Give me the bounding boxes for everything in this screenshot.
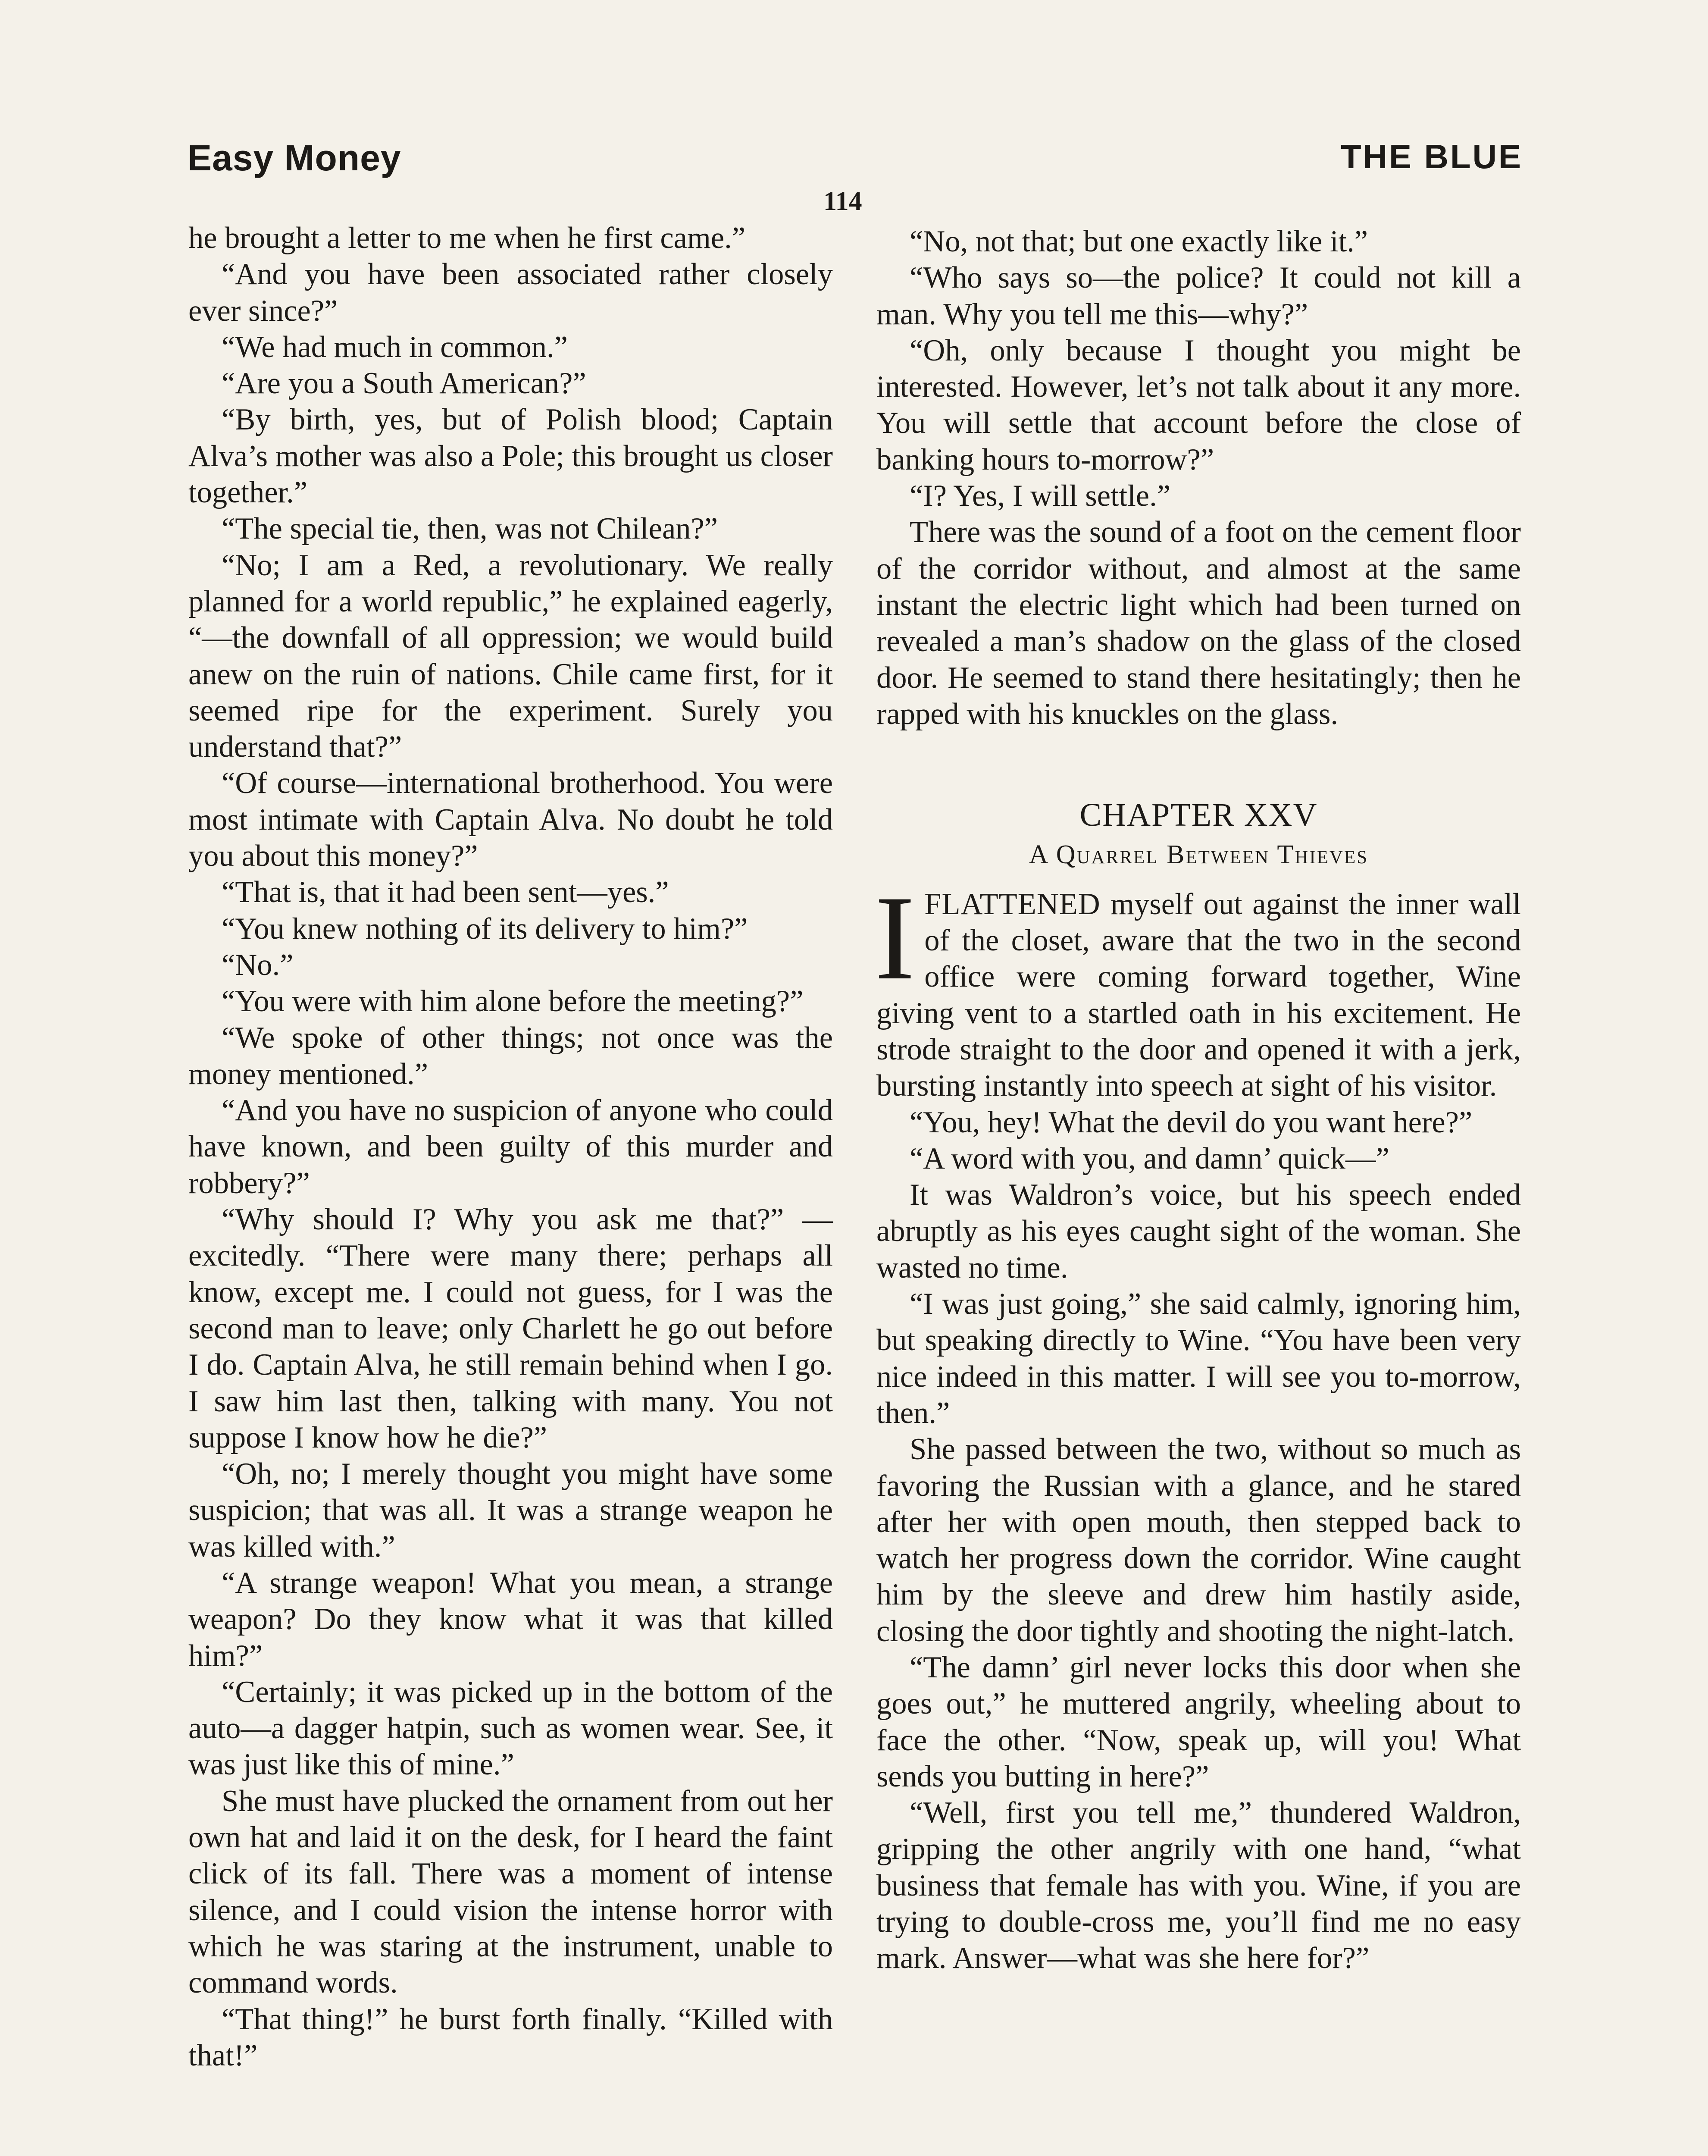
paragraph: “Oh, no; I merely thought you might have some suspicion; that was all. It was a strange weapon he was killed with.” <box>188 1457 833 1564</box>
opening-text: myself out against the inner wall of the closet, aware that the two in the second office were coming forward together, Wine giving vent to a startled oath in his excitement. He strode straight to the door and opened it with a jerk, bursting instantly into speech at sight of his visitor. <box>876 887 1521 1103</box>
paragraph: “And you have no suspicion of anyone who could have known, and been guilty of this murder and robbery?” <box>188 1094 833 1200</box>
opening-caps: FLATTENED <box>924 887 1101 921</box>
paragraph: “A strange weapon! What you mean, a strange weapon? Do they know what it was that killed him?” <box>188 1566 833 1673</box>
paragraph: “No.” <box>222 948 294 982</box>
chapter-opening-paragraph <box>875 870 1521 1104</box>
running-title-left: Easy Money <box>188 138 401 178</box>
paragraph: “No; I am a Red, a revolutionary. We really planned for a world republic,” he explained eagerly, “—the downfall of all oppression; we would build anew on the ruin of nations. Chile came first, for it seemed ripe for the experiment. Surely you understand that?” <box>188 548 833 764</box>
paragraph: There was the sound of a foot on the cement floor of the corridor without, and almost at the same instant the electric light which had been turned on revealed a man’s shadow on the glass of the closed door. He seemed to stand there hesitatingly; then he rapped with his knuckles on the glass. <box>876 515 1521 731</box>
paragraph: “You knew nothing of its delivery to him?” <box>222 912 748 946</box>
paragraph: “Of course—international brotherhood. You were most intimate with Captain Alva. No doubt he told you about this money?” <box>188 766 833 873</box>
paragraph: “A word with you, and damn’ quick—” <box>910 1141 1389 1175</box>
paragraph: “The damn’ girl never locks this door when she goes out,” he muttered angrily, wheeling about to face the other. “Now, speak up, will you! What sends you butting in here?” <box>876 1650 1521 1793</box>
paragraph: “And you have been associated rather closely ever since?” <box>188 257 833 328</box>
page-number: 114 <box>823 187 862 216</box>
running-title-right: THE BLUE <box>1341 138 1523 175</box>
chapter-heading: CHAPTER XXV <box>1079 797 1318 834</box>
paragraph: “Are you a South American?” <box>222 367 586 401</box>
right-text-column <box>876 223 1521 1977</box>
paragraph: She passed between the two, without so much as favoring the Russian with a glance, and he stared after her with open mouth, then stepped back to watch her progress down the corridor. Wine caught him by the sleeve and drew him hastily aside, closing the door tightly and shooting the night-latch. <box>876 1432 1521 1648</box>
paragraph: “We had much in common.” <box>222 330 568 364</box>
paragraph: She must have plucked the ornament from out her own hat and laid it on the desk, for I heard the faint click of its fall. There was a moment of intense silence, and I could vision the intense horror with which he was staring at the instrument, unable to command words. <box>188 1784 833 2000</box>
paragraph: It was Waldron’s voice, but his speech ended abruptly as his eyes caught sight of the woman. She wasted no time. <box>876 1178 1521 1285</box>
paragraph: he brought a letter to me when he first came.” <box>188 221 745 255</box>
paragraph: “You, hey! What the devil do you want here?” <box>910 1105 1473 1139</box>
paragraph: “I was just going,” she said calmly, ignoring him, but speaking directly to Wine. “You have been very nice indeed in this matter. I will see you to-morrow, then.” <box>876 1287 1521 1430</box>
right-column-top-text <box>876 223 1521 732</box>
paragraph: “That thing!” he burst forth finally. “Killed with that!” <box>188 2002 833 2072</box>
paragraph: “Oh, only because I thought you might be interested. However, let’s not talk about it any more. You will settle that account before the close of banking hours to-morrow?” <box>876 333 1521 476</box>
paragraph: “Certainly; it was picked up in the bottom of the auto—a dagger hatpin, such as women wear. See, it was just like this of mine.” <box>188 1675 833 1782</box>
paragraph: “You were with him alone before the meeting?” <box>222 984 804 1018</box>
paragraph: “Who says so—the police? It could not kill a man. Why you tell me this—why?” <box>876 261 1521 331</box>
paragraph: “We spoke of other things; not once was the money mentioned.” <box>188 1021 833 1091</box>
left-text-column <box>188 220 833 2074</box>
paragraph: “Why should I? Why you ask me that?” —excitedly. “There were many there; perhaps all know, except me. I could not guess, for I was the second man to leave; only Charlett he go out before I do. Captain Alva, he still remain behind when I go. I saw him last then, talking with many. You not suppose I know how he die?” <box>188 1203 833 1454</box>
paragraph: “That is, that it had been sent—yes.” <box>222 875 669 909</box>
paragraph: “By birth, yes, but of Polish blood; Captain Alva’s mother was also a Pole; this brought us closer together.” <box>188 403 833 510</box>
paragraph: “Well, first you tell me,” thundered Waldron, gripping the other angrily with one hand, “what business that female has with you. Wine, if you are trying to double-cross me, you’ll find me no easy mark. Answer—what was she here for?” <box>876 1796 1521 1975</box>
chapter-subtitle: A Quarrel Between Thieves <box>1029 840 1369 870</box>
right-column-bottom-text <box>876 1104 1521 1977</box>
paragraph: “I? Yes, I will settle.” <box>910 479 1170 513</box>
paragraph: “The special tie, then, was not Chilean?” <box>222 512 718 546</box>
drop-cap: I <box>875 870 915 1005</box>
paragraph: “No, not that; but one exactly like it.” <box>910 225 1368 258</box>
